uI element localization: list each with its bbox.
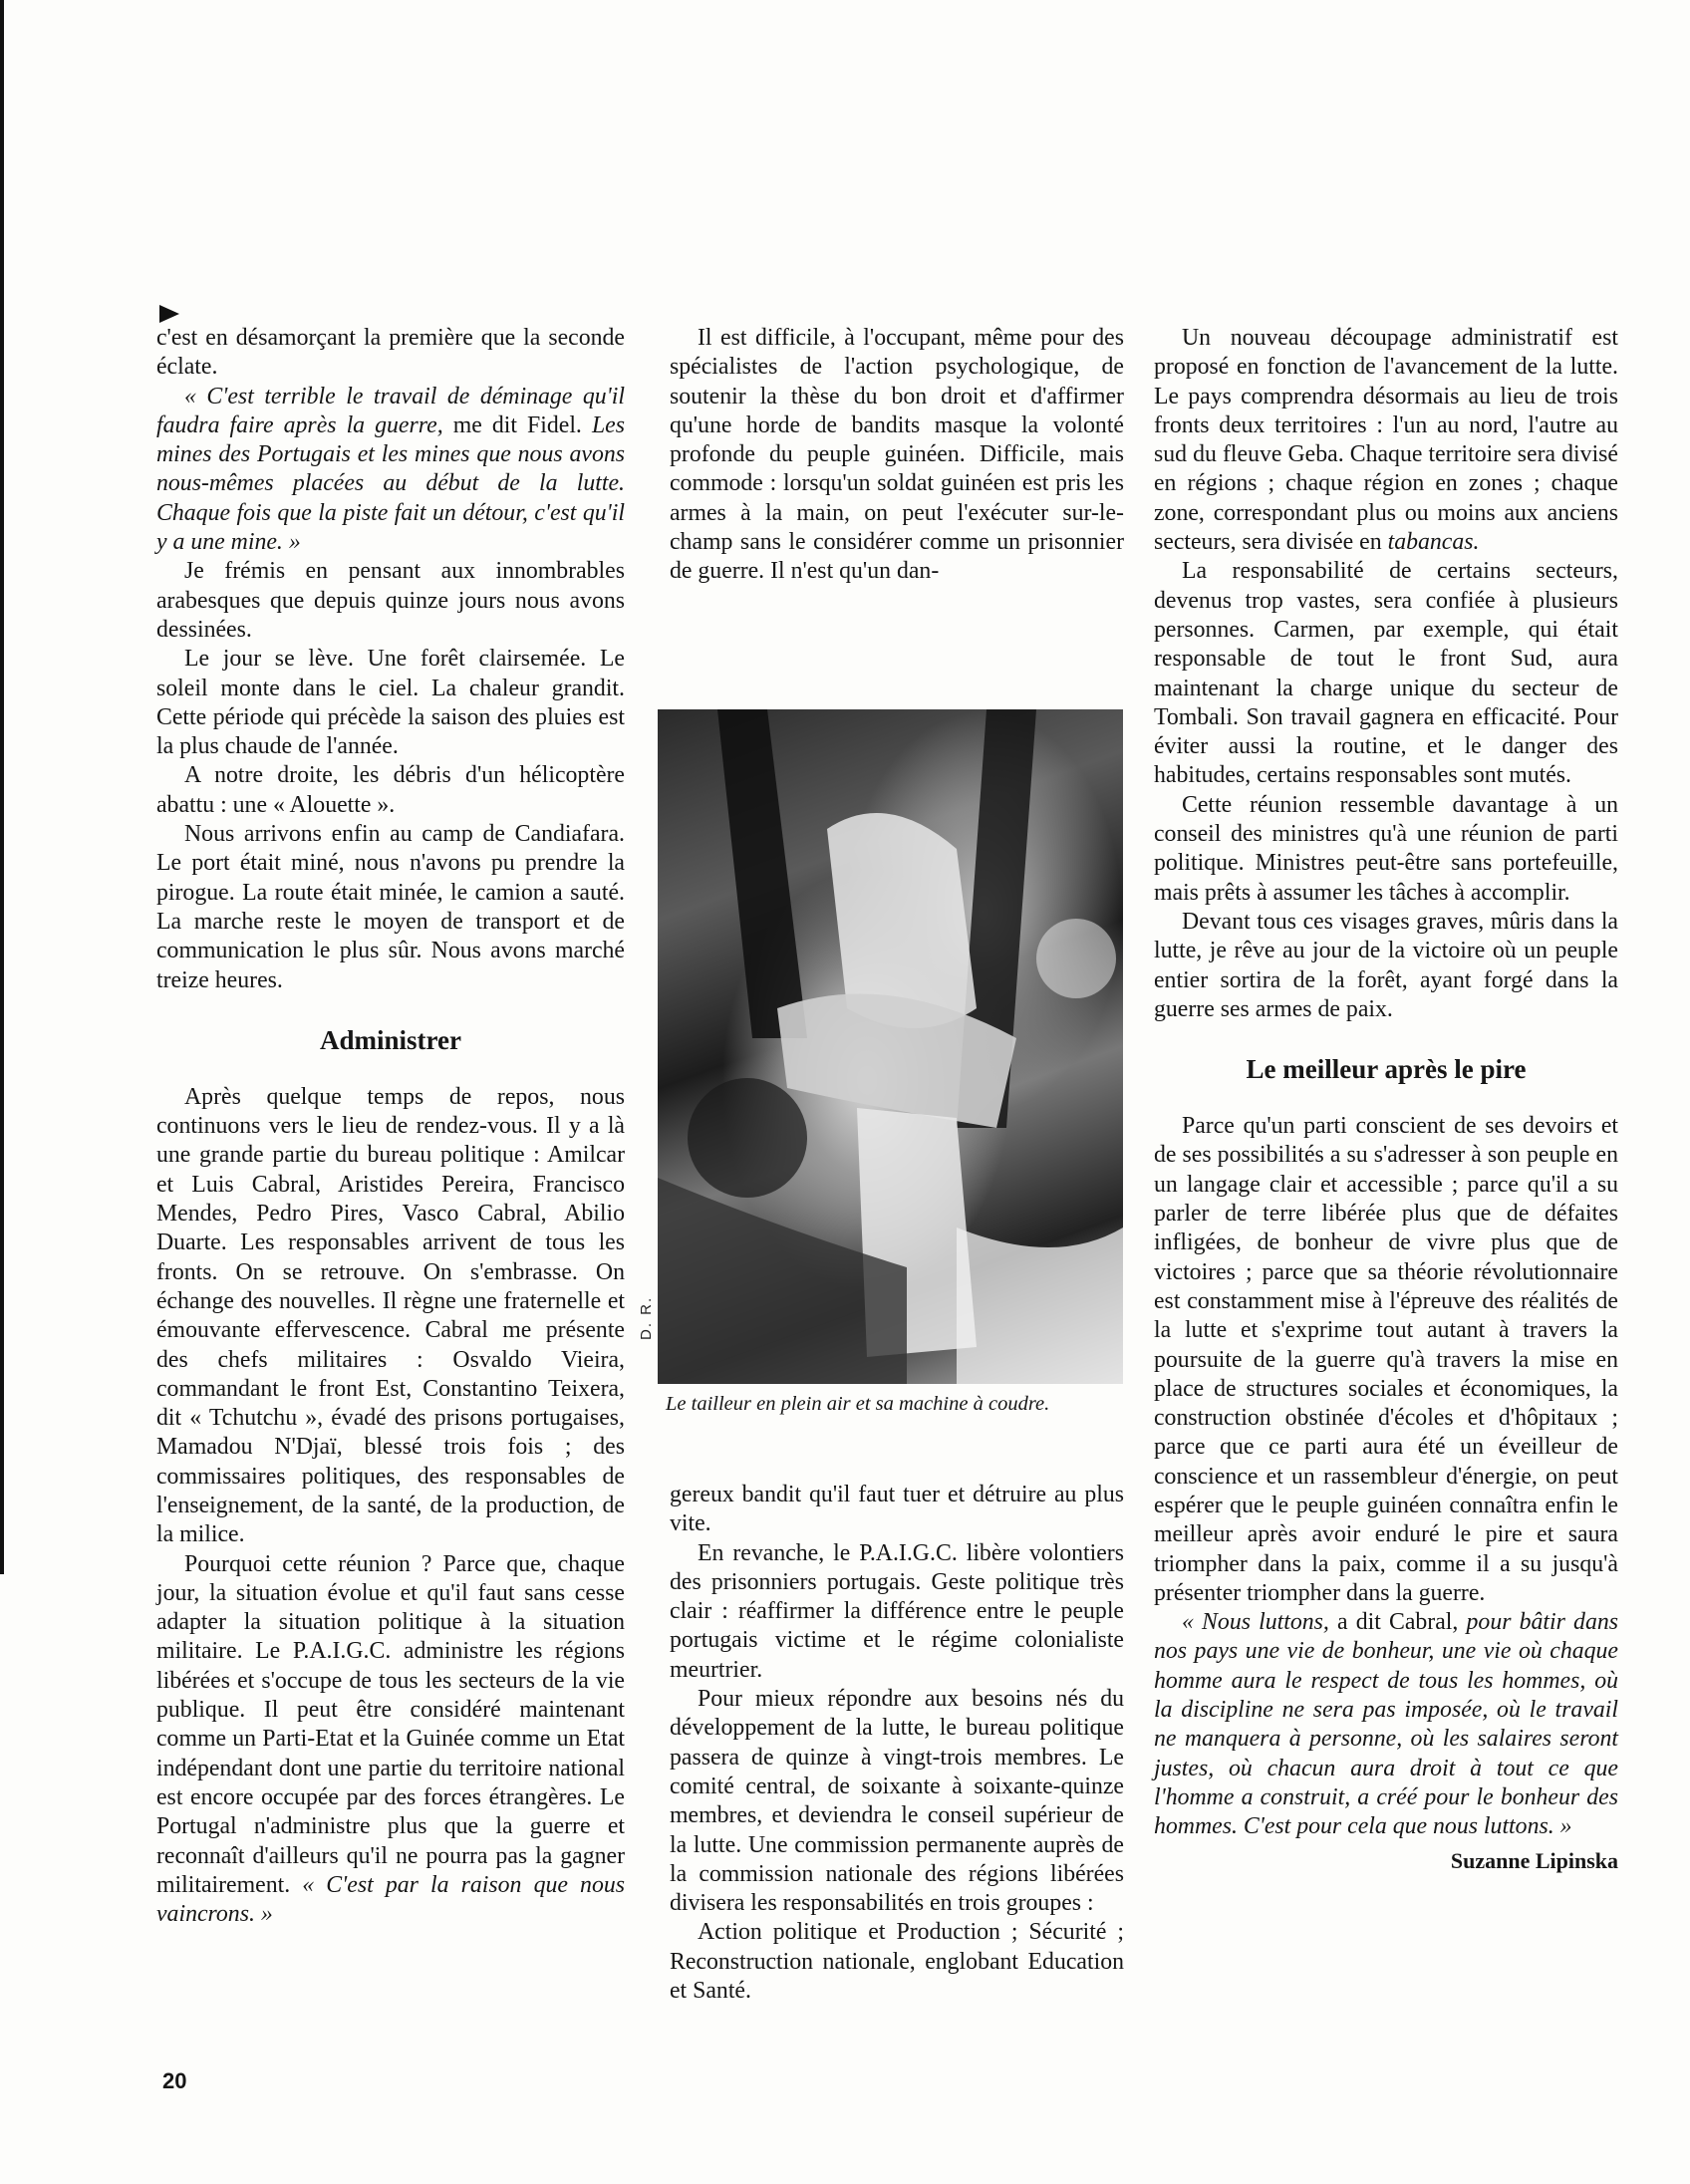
paragraph: La responsabilité de certains secteurs, devenus trop vastes, sera confiée à plusieurs personnes. Carmen, par exemple, qui était responsable de tout le front Sud, aura maintenant la charge unique du secteur de Tombali. Son travail gagnera en efficacité. Pour éviter aussi la routine, et le danger des habitudes, certains responsables sont mutés. (1154, 558, 1618, 789)
quote-attribution: a dit Cabral, (1328, 1609, 1467, 1636)
paragraph: Pour mieux répondre aux besoins nés du développement de la lutte, le bureau politique passera de quinze à vingt-trois membres. Le comité central, de soixante à soixante-quinze membres, et deviendra le conseil supérieur de la lutte. Une commission permanente auprès de la commission nationale des régions libérées divisera les responsabilités en trois groupes : (670, 1686, 1124, 1917)
paragraph-text: Un nouveau découpage administratif est proposé en fonction de l'avancement de la lutte. Le pays comprendra désormais au lieu de trois fronts deux territoires : l'un au nord, l'autre au sud du fleuve Geba. Chaque territoire sera divisé en régions ; chaque région en zones ; chaque zone, correspondant plus ou moins aux anciens secteurs, sera divisée en (1154, 325, 1618, 556)
photo-caption: Le tailleur en plein air et sa machine à coudre. (666, 1393, 1050, 1415)
paragraph (156, 1550, 625, 1930)
column-2-continued (670, 1481, 1124, 2006)
author-signature: Suzanne Lipinska (1450, 1847, 1618, 1873)
paragraph: Nous arrivons enfin au camp de Candiafara. Le port était miné, nous n'avons pu prendre la pirogue. La route était minée, le camion a sauté. La marche reste le moyen de transport et de communication le plus sûr. Nous avons marché treize heures. (156, 821, 625, 993)
page-number: 20 (162, 2068, 187, 2093)
paragraph: A notre droite, les débris d'un hélicoptère abattu : une « Alouette ». (156, 762, 625, 818)
section-heading-meilleur: Le meilleur après le pire (1246, 1054, 1527, 1085)
column-2 (670, 324, 1124, 587)
italic-term: tabancas. (1387, 529, 1480, 556)
paragraph: Je frémis en pensant aux innombrables arabesques que depuis quinze jours nous avons dessinées. (156, 558, 625, 643)
quote-text: « C'est terrible le travail de déminage qu'il faudra faire après la guerre, (156, 383, 625, 438)
paragraph (1154, 324, 1618, 557)
quote-text: Les mines des Portugais et les mines que nous avons nous-mêmes placées au début de la lutte. Chaque fois que la piste fait un détour, c'est qu'il y a une mine. » (156, 411, 625, 556)
quote-text: « Nous luttons, (1182, 1609, 1329, 1636)
continuation-arrow-icon (159, 305, 179, 323)
photo-tailor (658, 709, 1123, 1384)
paragraph: gereux bandit qu'il faut tuer et détruire au plus vite. (670, 1482, 1124, 1537)
paragraph-quote (1154, 1608, 1618, 1841)
paragraph: c'est en désamorçant la première que la seconde éclate. (156, 325, 625, 381)
left-margin-rule (0, 0, 4, 1574)
paragraph: Action politique et Production ; Sécurité ; Reconstruction nationale, englobant Education et Santé. (670, 1919, 1124, 2005)
paragraph: Devant tous ces visages graves, mûris dans la lutte, je rêve au jour de la victoire où un peuple entier sortira de la forêt, ayant forgé dans la guerre ses armes de paix. (1154, 908, 1618, 1022)
paragraph-quote (156, 383, 625, 558)
paragraph: Parce qu'un parti conscient de ses devoirs et de ses possibilités a su s'adresser à son peuple en un langage clair et accessible ; parce qu'il a su parler de terre libérée plus que de défaites infligées, de bonheur de vivre plus que de victoires ; parce que sa théorie révolutionnaire est constamment mise à l'épreuve des réalités de la lutte et s'exprime tout autant à travers la poursuite de la guerre qu'à travers la mise en place de structures sociales et économiques, la construction obstinée d'écoles et d'hôpitaux ; parce que ce parti aura été un éveilleur de conscience et un rassembleur d'énergie, on peut espérer que le peuple guinéen connaîtra enfin le meilleur après avoir enduré le pire et saura triompher dans la paix, comme il a su jusqu'à présenter triompher dans la guerre. (1154, 1113, 1618, 1606)
paragraph: Il est difficile, à l'occupant, même pour des spécialistes de l'action psychologique, de soutenir la thèse du bon droit et d'affirmer qu'une horde de bandits masque la volonté profonde du peuple guinéen. Difficile, mais commode : lorsqu'un soldat guinéen est pris les armes à la main, on peut l'exécuter sur-le-champ sans le considérer comme un prisonnier de guerre. Il n'est qu'un dan- (670, 325, 1124, 585)
paragraph: Cette réunion ressemble davantage à un conseil des ministres qu'à une réunion de parti politique. Ministres peut-être sans portefeuille, mais prêts à assumer les tâches à accomplir. (1154, 791, 1618, 906)
paragraph: Le jour se lève. Une forêt clairsemée. Le soleil monte dans le ciel. La chaleur grandit. Cette période qui précède la saison des pluies est la plus chaude de l'année. (156, 646, 625, 760)
section-heading-administrer: Administrer (320, 1024, 461, 1055)
photo-image (658, 709, 1123, 1384)
quote-text: « C'est par la raison que nous vaincrons. » (156, 1871, 626, 1928)
paragraph: Après quelque temps de repos, nous continuons vers le lieu de rendez-vous. Il y a là une grande partie du bureau politique : Amilcar et Luis Cabral, Aristides Pereira, Francisco Mendes, Pedro Pires, Vasco Cabral, Abilio Duarte. Les responsables arrivent de tous les fronts. On se retrouve. On s'embrasse. On échange des nouvelles. Il règne une fraternelle et émouvante effervescence. Cabral me présente des chefs militaires : Osvaldo Vieira, commandant le front Est, Constantino Teixera, dit « Tchutchu », évadé des prisons portugaises, Mamadou N'Djaï, blessé trois fois ; des commissaires politiques, des responsables de l'enseignement, de la santé, de la production, de la milice. (156, 1083, 625, 1548)
quote-attribution: me dit Fidel. (442, 411, 592, 438)
column-1 (156, 324, 625, 1929)
paragraph-text: Pourquoi cette réunion ? Parce que, chaque jour, la situation évolue et qu'il faut sans cesse adapter la situation politique à la situation militaire. Le P.A.I.G.C. administre les régions libérées et s'occupe de tous les secteurs de la vie publique. Il peut être considéré maintenant comme un Parti-Etat et la Guinée comme un Etat indépendant dont une partie du territoire national est encore occupée par des forces étrangères. Le Portugal n'administre plus que la guerre et reconnaît d'ailleurs qu'il ne pourra pas la gagner militairement. (156, 1550, 625, 1898)
quote-text: pour bâtir dans nos pays une vie de bonheur, une vie où chaque homme aura le respect de tous les hommes, où la discipline ne sera pas imposée, où le travail ne manquera à personne, où les salaires seront justes, où chacun aura droit à tout ce que l'homme a construit, a créé pour le bonheur des hommes. C'est pour cela que nous luttons. » (1154, 1609, 1618, 1840)
photo-credit: D. R. (638, 1295, 655, 1340)
paragraph: En revanche, le P.A.I.G.C. libère volontiers des prisonniers portugais. Geste politique très clair : réaffirmer la différence entre le peuple portugais victime et le régime colonialiste meurtrier. (670, 1539, 1124, 1683)
column-3 (1154, 324, 1618, 1875)
